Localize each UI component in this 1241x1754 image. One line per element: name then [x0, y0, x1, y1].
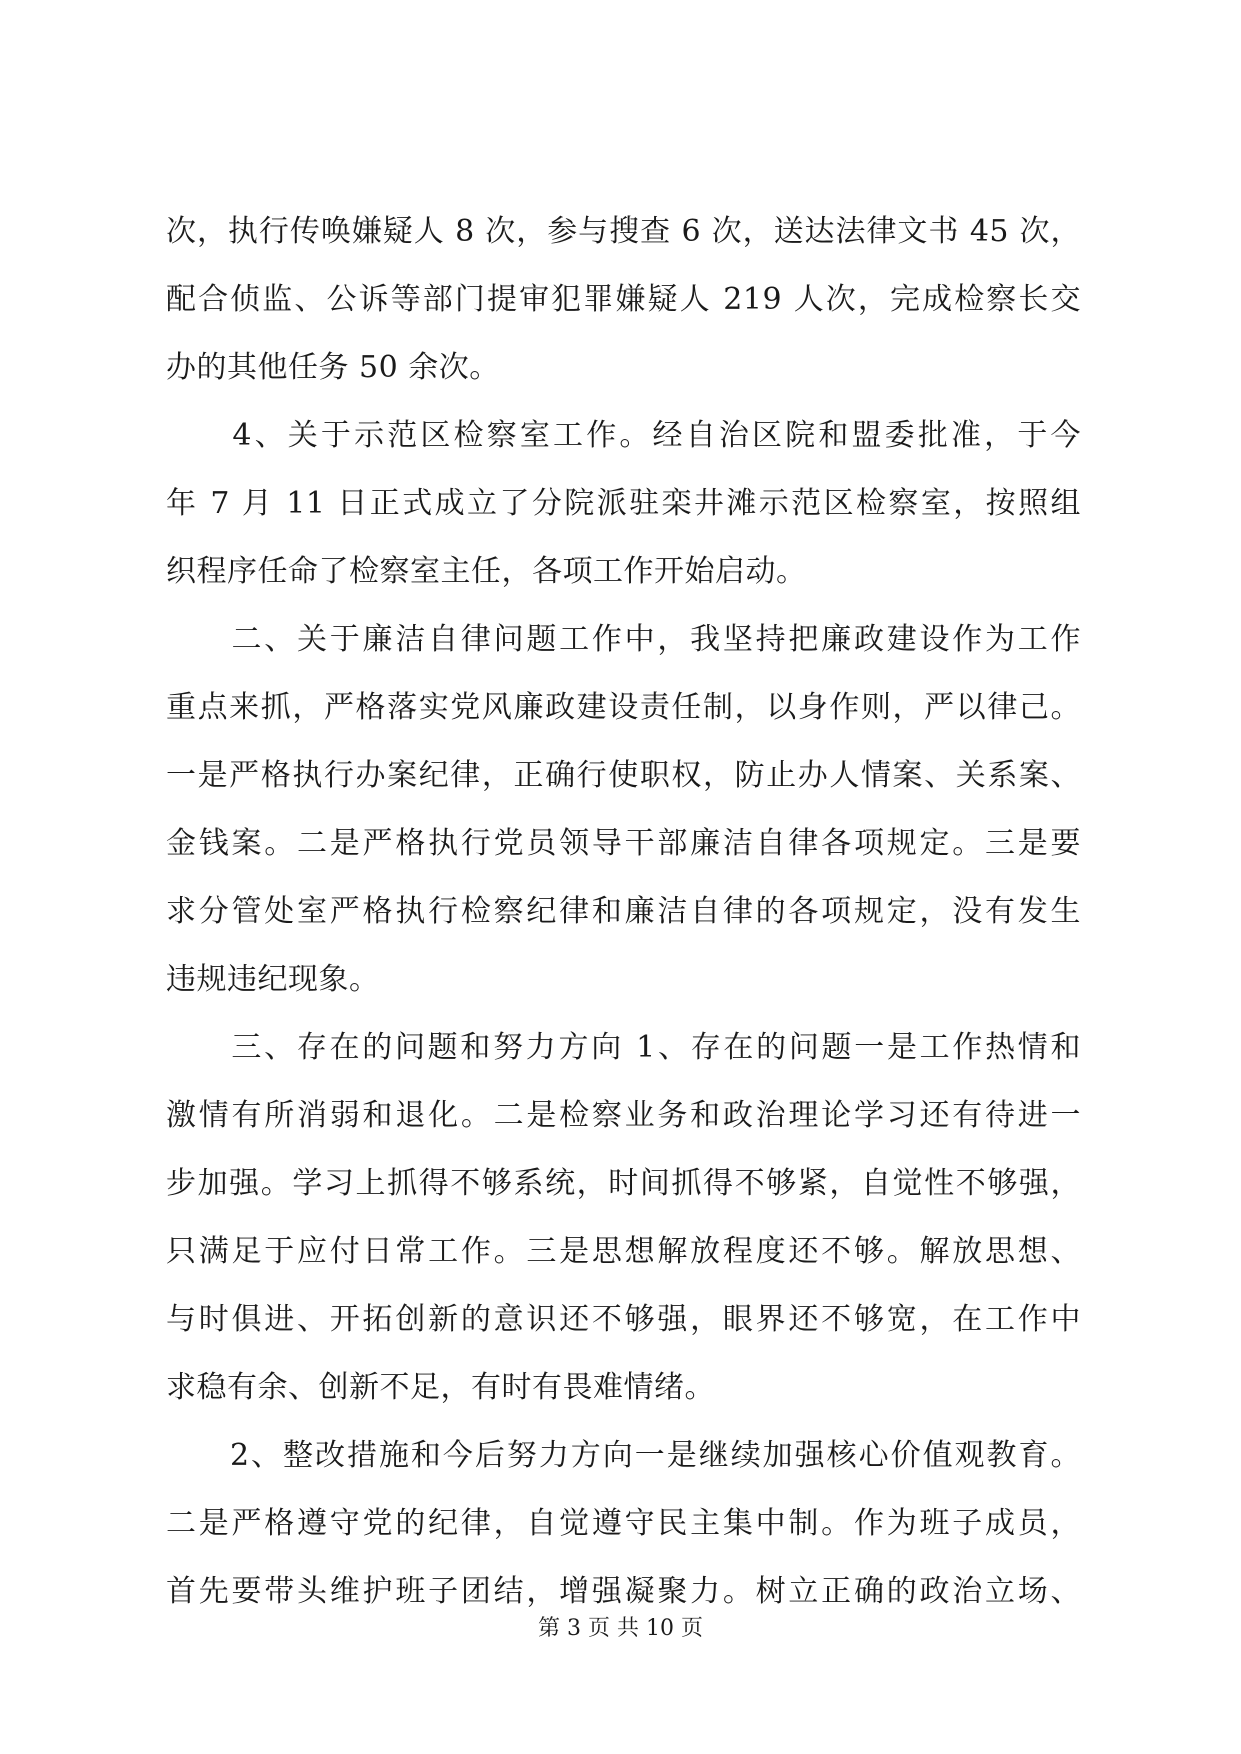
text-line: 求稳有余、创新不足，有时有畏难情绪。: [166, 1370, 715, 1405]
text-line: 织程序任命了检察室主任，各项工作开始启动。: [166, 554, 807, 589]
text-line: 二、关于廉洁自律问题工作中，我坚持把廉政建设作为工作: [166, 622, 1081, 657]
text-line: 配合侦监、公诉等部门提审犯罪嫌疑人 219 人次，完成检察长交: [166, 282, 1081, 317]
text-line: 年 7 月 11 日正式成立了分院派驻栾井滩示范区检察室，按照组: [166, 486, 1081, 521]
body-text: [166, 198, 1081, 1626]
text-line: 办的其他任务 50 余次。: [166, 350, 500, 385]
text-line: 三、存在的问题和努力方向 1、存在的问题一是工作热情和: [166, 1030, 1081, 1065]
text-line: 只满足于应付日常工作。三是思想解放程度还不够。解放思想、: [166, 1234, 1081, 1269]
text-line: 首先要带头维护班子团结，增强凝聚力。树立正确的政治立场、: [166, 1574, 1081, 1609]
text-line: 激情有所消弱和退化。二是检察业务和政治理论学习还有待进一: [166, 1098, 1081, 1133]
text-line: 一是严格执行办案纪律，正确行使职权，防止办人情案、关系案、: [166, 758, 1081, 793]
text-line: 金钱案。二是严格执行党员领导干部廉洁自律各项规定。三是要: [166, 826, 1081, 861]
text-line: 与时俱进、开拓创新的意识还不够强，眼界还不够宽，在工作中: [166, 1302, 1081, 1337]
text-line: 次，执行传唤嫌疑人 8 次，参与搜查 6 次，送达法律文书 45 次，: [166, 214, 1081, 249]
text-line: 违规违纪现象。: [166, 962, 380, 997]
text-line: 4、关于示范区检察室工作。经自治区院和盟委批准，于今: [166, 418, 1081, 453]
text-line: 二是严格遵守党的纪律，自觉遵守民主集中制。作为班子成员，: [166, 1506, 1081, 1541]
text-line: 步加强。学习上抓得不够系统，时间抓得不够紧，自觉性不够强，: [166, 1166, 1081, 1201]
text-line: 重点来抓，严格落实党风廉政建设责任制，以身作则，严以律己。: [166, 690, 1081, 725]
page-number-footer: 第 3 页 共 10 页: [538, 1616, 703, 1641]
text-line: 求分管处室严格执行检察纪律和廉洁自律的各项规定，没有发生: [166, 894, 1081, 929]
text-line: 2、整改措施和今后努力方向一是继续加强核心价值观教育。: [166, 1438, 1081, 1473]
